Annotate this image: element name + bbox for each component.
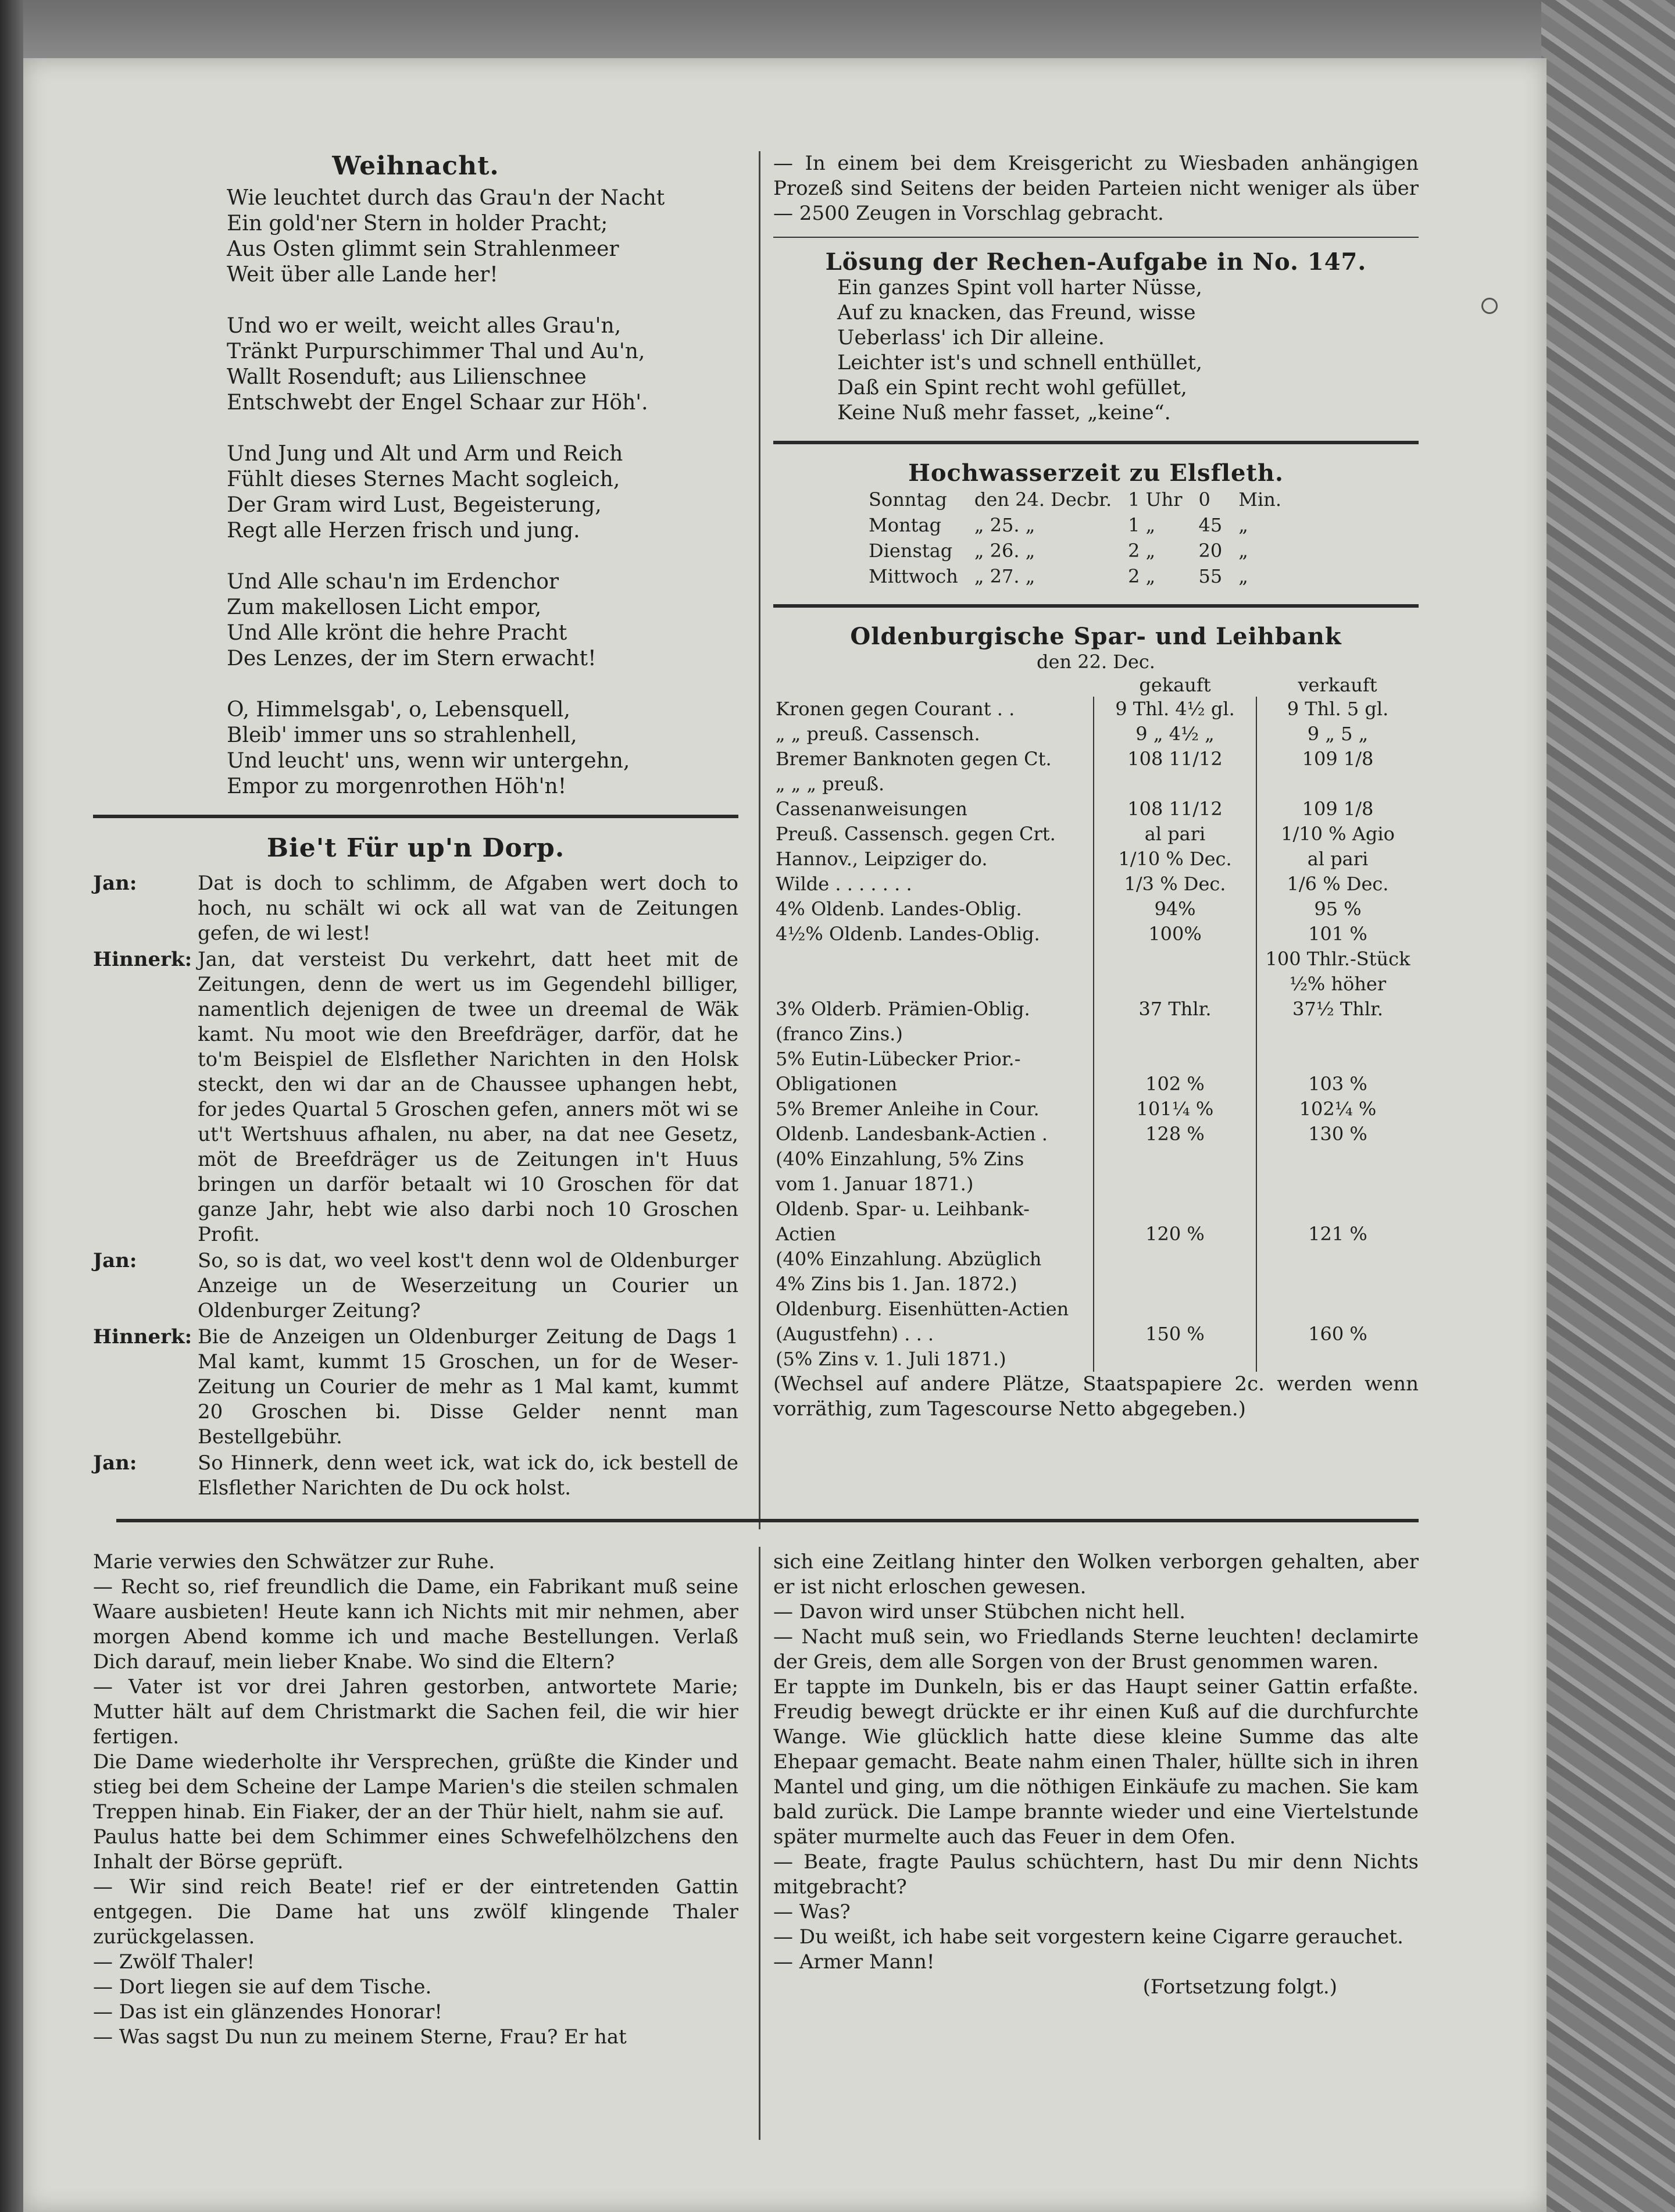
table-cell: 94% — [1094, 897, 1256, 922]
table-cell: (5% Zins v. 1. Juli 1871.) — [776, 1348, 1006, 1370]
table-row — [773, 947, 1419, 972]
table-row — [773, 722, 1419, 747]
speaker: Jan: — [93, 1249, 137, 1272]
table-cell: (Augustfehn) . . . — [776, 1323, 934, 1345]
table-row — [860, 563, 1290, 589]
table-cell — [1094, 1247, 1256, 1272]
table-cell: 1/6 % Dec. — [1256, 872, 1419, 897]
table-row — [773, 1247, 1419, 1272]
poem-line: Und Alle schau'n im Erdenchor — [227, 570, 559, 594]
right-column — [773, 151, 1419, 1422]
table-row — [773, 972, 1419, 997]
table-cell: Wilde . . . . . . . — [776, 873, 912, 895]
table-cell: 108 11/12 — [1094, 797, 1256, 822]
poem-line: Und wo er weilt, weicht alles Grau'n, — [227, 314, 622, 338]
poem-line: Und Alle krönt die hehre Pracht — [227, 621, 567, 645]
table-row — [773, 1147, 1419, 1172]
table-row — [773, 1297, 1419, 1322]
table-cell: 1 „ — [1128, 514, 1156, 536]
table-row — [773, 1047, 1419, 1072]
table-cell — [1094, 1147, 1256, 1172]
solution-title: Lösung der Rechen-Aufgabe in No. 147. — [825, 248, 1367, 276]
poem-stanza — [93, 313, 738, 416]
poem — [93, 185, 738, 800]
rule — [773, 237, 1419, 238]
table-row — [773, 697, 1419, 722]
table-row — [773, 1122, 1419, 1147]
table-cell — [1094, 772, 1256, 797]
solution-verse — [773, 276, 1419, 426]
column-header — [773, 673, 1094, 697]
table-cell — [1256, 1297, 1419, 1322]
story-paragraph: — Was? — [773, 1900, 851, 1924]
punch-hole — [1481, 298, 1498, 314]
verse-line: Auf zu knacken, das Freund, wisse — [837, 301, 1196, 324]
poem-line: Wallt Rosenduft; aus Lilienschnee — [227, 365, 587, 389]
table-cell: Oldenburg. Eisenhütten-Actien — [776, 1298, 1069, 1320]
table-row — [773, 1222, 1419, 1247]
table-cell: 100% — [1094, 922, 1256, 947]
table-cell: 5% Eutin-Lübecker Prior.- — [776, 1048, 1021, 1070]
table-cell: 128 % — [1094, 1122, 1256, 1147]
poem-line: Ein gold'ner Stern in holder Pracht; — [227, 212, 608, 236]
table-cell — [1256, 1172, 1419, 1197]
rule — [93, 815, 738, 818]
table-cell: 95 % — [1256, 897, 1419, 922]
speech: So Hinnerk, denn weet ick, wat ick do, ick bestell de Elsflether Narichten de Du ock holst. — [198, 1451, 738, 1500]
table-cell: „ — [1238, 540, 1248, 562]
poem-line: Der Gram wird Lust, Begeisterung, — [227, 493, 602, 517]
table-cell: 9 Thl. 5 gl. — [1256, 697, 1419, 722]
table-cell: Min. — [1238, 488, 1282, 511]
table-row — [773, 772, 1419, 797]
poem-title: Weihnacht. — [332, 151, 499, 181]
poem-line: Und Jung und Alt und Arm und Reich — [227, 442, 623, 466]
table-row — [860, 512, 1290, 538]
story-paragraph: — Beate, fragte Paulus schüchtern, hast Du mir denn Nichts mitgebracht? — [773, 1850, 1419, 1899]
rule — [773, 441, 1419, 444]
table-cell: Oldenb. Landesbank-Actien . — [776, 1123, 1048, 1145]
table-row — [773, 922, 1419, 947]
bank-date: den 22. Dec. — [1037, 651, 1155, 673]
table-cell: „ „ „ preuß. — [776, 773, 885, 795]
table-cell: „ — [1238, 514, 1248, 536]
book-edge-left — [0, 0, 23, 2212]
marbled-cover-right — [1541, 0, 1675, 2212]
table-row — [773, 1172, 1419, 1197]
table-cell: 103 % — [1256, 1072, 1419, 1097]
table-cell: ½% höher — [1256, 972, 1419, 997]
story-paragraph: — Dort liegen sie auf dem Tische. — [93, 1975, 432, 1999]
table-row — [773, 847, 1419, 872]
table-cell: 55 — [1198, 565, 1223, 587]
table-cell: 9 Thl. 4½ gl. — [1094, 697, 1256, 722]
table-cell: Oldenb. Spar- u. Leihbank- — [776, 1198, 1030, 1220]
tide-title: Hochwasserzeit zu Elsfleth. — [908, 459, 1284, 487]
table-cell: 121 % — [1256, 1222, 1419, 1247]
bank-title: Oldenburgische Spar- und Leihbank — [850, 623, 1342, 650]
story-paragraph: sich eine Zeitlang hinter den Wolken verborgen gehalten, aber er ist nicht erloschen gewesen. — [773, 1550, 1419, 1599]
table-cell — [773, 972, 1094, 997]
table-cell: 120 % — [1094, 1222, 1256, 1247]
table-cell: Obligationen — [776, 1073, 898, 1095]
poem-line: Zum makellosen Licht empor, — [227, 595, 542, 619]
table-cell: Preuß. Cassensch. gegen Crt. — [776, 823, 1056, 845]
story-paragraph: — Davon wird unser Stübchen nicht hell. — [773, 1600, 1186, 1624]
table-row — [773, 1322, 1419, 1347]
table-cell: 100 Thlr.-Stück — [1256, 947, 1419, 972]
bank-note: (Wechsel auf andere Plätze, Staatspapiere 2c. werden wenn vorräthig, zum Tagescourse Netto abgegeben.) — [773, 1372, 1419, 1421]
table-cell: Sonntag — [869, 488, 947, 511]
dialog-turn — [93, 871, 738, 946]
table-cell: Mittwoch — [869, 565, 958, 587]
dialog-turn — [93, 947, 738, 1247]
poem-line: Wie leuchtet durch das Grau'n der Nacht — [227, 186, 665, 210]
table-cell: Montag — [869, 514, 942, 536]
speech: So, so is dat, wo veel kost't denn wol de Oldenburger Anzeige un de Weserzeitung un Courier un Oldenburger Zeitung? — [198, 1249, 738, 1322]
table-row — [773, 747, 1419, 772]
table-header-row — [773, 673, 1419, 697]
poem-line: Bleib' immer uns so strahlenhell, — [227, 723, 577, 747]
table-cell: 109 1/8 — [1256, 797, 1419, 822]
table-cell — [1094, 1347, 1256, 1372]
speech: Jan, dat versteist Du verkehrt, datt heet mit de Zeitungen, denn de wert us im Gegendehl billiger, namentlich dejenigen de twee un dreemal de Wäk kamt. Nu moot wie den Breefdräger, darför, dat he to'm Beispiel de Elsflether Narichten in den Holsk steckt, den wi dar an de Chaussee uphangen hebt, for jedes Quartal 5 Groschen gefen, anners möt wi se ut't Wertshuus afhalen, nu aber, na dat nee Gesetz, möt de Breefdräger us de Zeitungen in't Huus bringen un darför betaalt wi 10 Groschen för dat ganze Jahr, hebt wie also darbi noch 10 Groschen Profit. — [198, 948, 738, 1246]
speaker: Hinnerk: — [93, 1325, 192, 1348]
column-header: gekauft — [1139, 674, 1211, 696]
column-divider-top — [759, 151, 760, 1529]
verse-line: Daß ein Spint recht wohl gefüllet, — [837, 376, 1187, 399]
table-cell: 37 Thlr. — [1094, 997, 1256, 1022]
dialog — [93, 871, 738, 1501]
table-cell: 102 % — [1094, 1072, 1256, 1097]
table-cell: 9 „ 5 „ — [1256, 722, 1419, 747]
table-cell: 101 % — [1256, 922, 1419, 947]
table-cell: Hannov., Leipziger do. — [776, 848, 988, 870]
story-left — [93, 1550, 738, 2050]
table-cell: 2 „ — [1128, 565, 1156, 587]
table-cell: (40% Einzahlung, 5% Zins — [776, 1148, 1024, 1170]
table-cell: 0 — [1198, 488, 1210, 511]
story-right — [773, 1550, 1419, 2000]
table-row — [773, 1197, 1419, 1222]
story-paragraph: — Vater ist vor drei Jahren gestorben, antwortete Marie; Mutter hält auf dem Christmarkt die Sachen feil, die wir hier fertigen. — [93, 1675, 738, 1749]
table-cell — [1256, 1047, 1419, 1072]
speaker: Jan: — [93, 872, 137, 895]
table-cell — [1094, 1272, 1256, 1297]
continued-note: (Fortsetzung folgt.) — [1142, 1975, 1337, 1999]
table-cell: (40% Einzahlung. Abzüglich — [776, 1248, 1042, 1270]
story-paragraph: Er tappte im Dunkeln, bis er das Haupt seiner Gattin erfaßte. Freudig bewegt drückte er ihr einen Kuß auf die durchfurchte Wange. Wie glücklich hatte diese kleine Summe das alte Ehepaar gemacht. Beate nahm einen Thaler, hüllte sich in ihren Mantel und ging, um die nöthigen Einkäufe zu machen. Sie kam bald zurück. Die Lampe brannte wieder und eine Viertelstunde später murmelte auch das Feuer in dem Ofen. — [773, 1675, 1419, 1849]
table-cell: 3% Olderb. Prämien-Oblig. — [776, 998, 1030, 1020]
table-row — [860, 487, 1290, 512]
story-paragraph: — Wir sind reich Beate! rief er der eintretenden Gattin entgegen. Die Dame hat uns zwölf klingende Thaler zurückgelassen. — [93, 1875, 738, 1949]
poem-line: Entschwebt der Engel Schaar zur Höh'. — [227, 391, 648, 415]
table-cell — [1094, 1297, 1256, 1322]
verse-line: Keine Nuß mehr fasset, „keine“. — [837, 401, 1171, 424]
table-row — [773, 897, 1419, 922]
column-divider-bottom — [759, 1547, 760, 2140]
story-paragraph: — Nacht muß sein, wo Friedlands Sterne leuchten! declamirte der Greis, dem alle Sorgen von der Brust genommen waren. — [773, 1625, 1419, 1674]
table-cell: 45 — [1198, 514, 1223, 536]
table-cell — [773, 947, 1094, 972]
table-cell: (franco Zins.) — [776, 1023, 903, 1045]
table-cell — [1094, 1197, 1256, 1222]
verse-line: Ein ganzes Spint voll harter Nüsse, — [837, 276, 1202, 299]
table-cell: „ 26. „ — [974, 540, 1035, 562]
dialog-turn — [93, 1451, 738, 1501]
table-cell: 4½% Oldenb. Landes-Oblig. — [776, 923, 1040, 945]
story-paragraph: — Armer Mann! — [773, 1950, 935, 1974]
verse-line: Ueberlass' ich Dir alleine. — [837, 326, 1105, 349]
table-row — [773, 1097, 1419, 1122]
table-cell — [1256, 1247, 1419, 1272]
story-paragraph: — Recht so, rief freundlich die Dame, ein Fabrikant muß seine Waare ausbieten! Heute kann ich Nichts mit mir nehmen, aber morgen Abend komme ich und mache Bestellungen. Verlaß Dich darauf, mein lieber Knabe. Wo sind die Eltern? — [93, 1575, 738, 1674]
column-header: verkauft — [1298, 674, 1377, 696]
story-paragraph: — Das ist ein glänzendes Honorar! — [93, 2000, 442, 2024]
table-cell: al pari — [1094, 822, 1256, 847]
poem-line: Und leucht' uns, wenn wir untergehn, — [227, 749, 630, 773]
speech: Dat is doch to schlimm, de Afgaben wert doch to hoch, nu schält wi ock all wat van de Zeitungen gefen, de wi lest! — [198, 872, 738, 945]
table-cell: Bremer Banknoten gegen Ct. — [776, 748, 1052, 770]
left-column — [93, 151, 738, 1502]
table-cell: „ 27. „ — [974, 565, 1035, 587]
poem-stanza — [93, 697, 738, 800]
bank-rows — [773, 697, 1419, 1372]
table-row — [773, 1347, 1419, 1372]
poem-line: Tränkt Purpurschimmer Thal und Au'n, — [227, 340, 645, 363]
table-cell: 109 1/8 — [1256, 747, 1419, 772]
table-cell: 130 % — [1256, 1122, 1419, 1147]
table-cell: 1/3 % Dec. — [1094, 872, 1256, 897]
table-cell — [1094, 972, 1256, 997]
table-row — [773, 1022, 1419, 1047]
table-row — [773, 822, 1419, 847]
table-cell: „ 25. „ — [974, 514, 1035, 536]
dialog-turn — [93, 1248, 738, 1323]
table-cell: 9 „ 4½ „ — [1094, 722, 1256, 747]
poem-line: Aus Osten glimmt sein Strahlenmeer — [227, 237, 619, 261]
table-cell — [1094, 1047, 1256, 1072]
section-rule — [116, 1519, 1419, 1522]
poem-stanza — [93, 441, 738, 544]
speaker: Hinnerk: — [93, 948, 192, 971]
table-cell: 4% Zins bis 1. Jan. 1872.) — [776, 1273, 1017, 1295]
table-row — [773, 1272, 1419, 1297]
story-paragraph: — Was sagst Du nun zu meinem Sterne, Frau? Er hat — [93, 2025, 627, 2049]
verse-line: Leichter ist's und schnell enthüllet, — [837, 351, 1203, 374]
table-cell: 1/10 % Dec. — [1094, 847, 1256, 872]
story-paragraph: Marie verwies den Schwätzer zur Ruhe. — [93, 1550, 495, 1574]
table-row — [860, 538, 1290, 563]
table-cell: 4% Oldenb. Landes-Oblig. — [776, 898, 1022, 920]
table-cell: 5% Bremer Anleihe in Cour. — [776, 1098, 1040, 1120]
table-cell: 160 % — [1256, 1322, 1419, 1347]
table-cell: „ — [1238, 565, 1248, 587]
table-cell: 1 Uhr — [1128, 488, 1183, 511]
story-paragraph: — Du weißt, ich habe seit vorgestern keine Cigarre gerauchet. — [773, 1925, 1403, 1949]
table-cell — [1256, 1272, 1419, 1297]
poem-line: Fühlt dieses Sternes Macht sogleich, — [227, 468, 620, 491]
table-cell — [1256, 1147, 1419, 1172]
story-paragraph: Paulus hatte bei dem Schimmer eines Schwefelhölzchens den Inhalt der Börse geprüft. — [93, 1825, 738, 1874]
tide-table — [860, 487, 1290, 589]
table-cell: Cassenanweisungen — [776, 798, 967, 820]
rule — [773, 604, 1419, 608]
story-paragraph: Die Dame wiederholte ihr Versprechen, grüßte die Kinder und stieg bei dem Scheine der Lampe Marien's die steilen schmalen Treppen hinab. Ein Fiaker, der an der Thür hielt, nahm sie auf. — [93, 1750, 738, 1824]
table-cell: 20 — [1198, 540, 1223, 562]
speech: Bie de Anzeigen un Oldenburger Zeitung de Dags 1 Mal kamt, kummt 15 Groschen, un for de Weser-Zeitung un Courier de mehr as 1 Mal kamt, kummt 20 Groschen bi. Disse Gelder nennt man Bestellgebühr. — [198, 1325, 738, 1448]
table-row — [773, 1072, 1419, 1097]
poem-stanza — [93, 569, 738, 672]
table-cell — [1256, 772, 1419, 797]
story-paragraph: — Zwölf Thaler! — [93, 1950, 255, 1974]
table-cell — [1094, 1172, 1256, 1197]
news-item-wiesbaden: — In einem bei dem Kreisgericht zu Wiesbaden anhängigen Prozeß sind Seitens der beiden Parteien nicht weniger als über — 2500 Zeugen in Vorschlag gebracht. — [773, 152, 1419, 225]
book-cover-top — [23, 0, 1675, 64]
poem-line: O, Himmelsgab', o, Lebensquell, — [227, 698, 570, 722]
poem-line: Regt alle Herzen frisch und jung. — [227, 519, 580, 543]
dialog-turn — [93, 1325, 738, 1450]
table-cell: 2 „ — [1128, 540, 1156, 562]
table-cell: 102¼ % — [1256, 1097, 1419, 1122]
table-cell — [1094, 947, 1256, 972]
table-cell — [1256, 1347, 1419, 1372]
table-cell: „ „ preuß. Cassensch. — [776, 723, 980, 745]
poem-line: Empor zu morgenrothen Höh'n! — [227, 775, 567, 798]
table-cell: Dienstag — [869, 540, 953, 562]
table-cell: 150 % — [1094, 1322, 1256, 1347]
table-cell: Actien — [776, 1223, 836, 1245]
table-cell: Kronen gegen Courant . . — [776, 698, 1015, 720]
poem-stanza — [93, 185, 738, 288]
table-cell: 1/10 % Agio — [1256, 822, 1419, 847]
table-cell: den 24. Decbr. — [974, 488, 1112, 511]
table-cell — [1094, 1022, 1256, 1047]
dialog-title: Bie't Für up'n Dorp. — [266, 833, 565, 863]
poem-line: Weit über alle Lande her! — [227, 263, 498, 287]
table-cell — [1256, 1197, 1419, 1222]
speaker: Jan: — [93, 1451, 137, 1475]
table-cell: 101¼ % — [1094, 1097, 1256, 1122]
poem-line: Des Lenzes, der im Stern erwacht! — [227, 647, 597, 670]
table-row — [773, 997, 1419, 1022]
table-cell: al pari — [1256, 847, 1419, 872]
table-cell: 108 11/12 — [1094, 747, 1256, 772]
table-row — [773, 872, 1419, 897]
table-cell: 37½ Thlr. — [1256, 997, 1419, 1022]
table-row — [773, 797, 1419, 822]
table-cell: vom 1. Januar 1871.) — [776, 1173, 974, 1195]
table-cell — [1256, 1022, 1419, 1047]
bank-rates-table — [773, 673, 1419, 1372]
